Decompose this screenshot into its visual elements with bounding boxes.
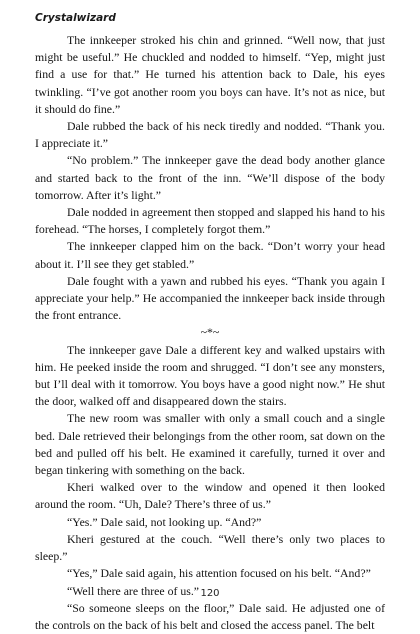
paragraph: “Well there are three of us.” xyxy=(67,583,200,598)
paragraph: “Yes,” Dale said again, his attention focused on his belt. “And?” xyxy=(67,566,371,581)
paragraph: Kheri walked over to the window and opened it then looked around the room. “Uh, Dale? There’s three of us.” xyxy=(35,480,385,512)
paragraph: Kheri gestured at the couch. “Well there’s only two places to sleep.” xyxy=(35,531,385,564)
page-number: 120 xyxy=(200,588,220,599)
paragraph: Dale nodded in agreement then stopped and slapped his hand to his forehead. “The horses, I completely forgot them.” xyxy=(35,205,385,237)
body-text xyxy=(35,32,385,634)
scene-break: ~*~ xyxy=(200,325,220,340)
paragraph: The innkeeper clapped him on the back. “Don’t worry your head about it. I’ll see they get stabled.” xyxy=(35,239,385,271)
paragraph: “Yes.” Dale said, not looking up. “And?” xyxy=(67,514,262,529)
paragraph: The innkeeper stroked his chin and grinned. “Well now, that just might be useful.” He chuckled and nodded to himself. “Yep, might just find a use for that.” He turned his attention back to Dale, his eyes twinkling. “I’ve got another room you boys can have. It’s not as nice, but it should do fine.” xyxy=(35,33,385,116)
running-header: Crystalwizard xyxy=(35,12,116,24)
paragraph: “So someone sleeps on the floor,” Dale said. He adjusted one of the controls on the back of his belt and closed the access panel. The belt xyxy=(35,600,385,632)
paragraph: Dale fought with a yawn and rubbed his eyes. “Thank you again I appreciate your help.” He accompanied the innkeeper back inside through the front entrance. xyxy=(35,273,385,323)
paragraph: The innkeeper gave Dale a different key and walked upstairs with him. He peeked inside the room and shrugged. “I don’t see any monsters, but I’ll deal with it tomorrow. You boys have a good night now.” He shut the door, walked off and disappeared down the stairs. xyxy=(35,342,385,409)
paragraph: The new room was smaller with only a small couch and a single bed. Dale retrieved their belongings from the other room, sat down on the bed and pulled off his belt. He examined it carefully, turned it over and began tinkering with something on the back. xyxy=(35,411,385,478)
paragraph: Dale rubbed the back of his neck tiredly and nodded. “Thank you. I appreciate it.” xyxy=(35,119,385,151)
paragraph: “No problem.” The innkeeper gave the dead body another glance and started back to the front of the inn. “We’ll dispose of the body tomorrow. After it’s light.” xyxy=(35,153,385,202)
